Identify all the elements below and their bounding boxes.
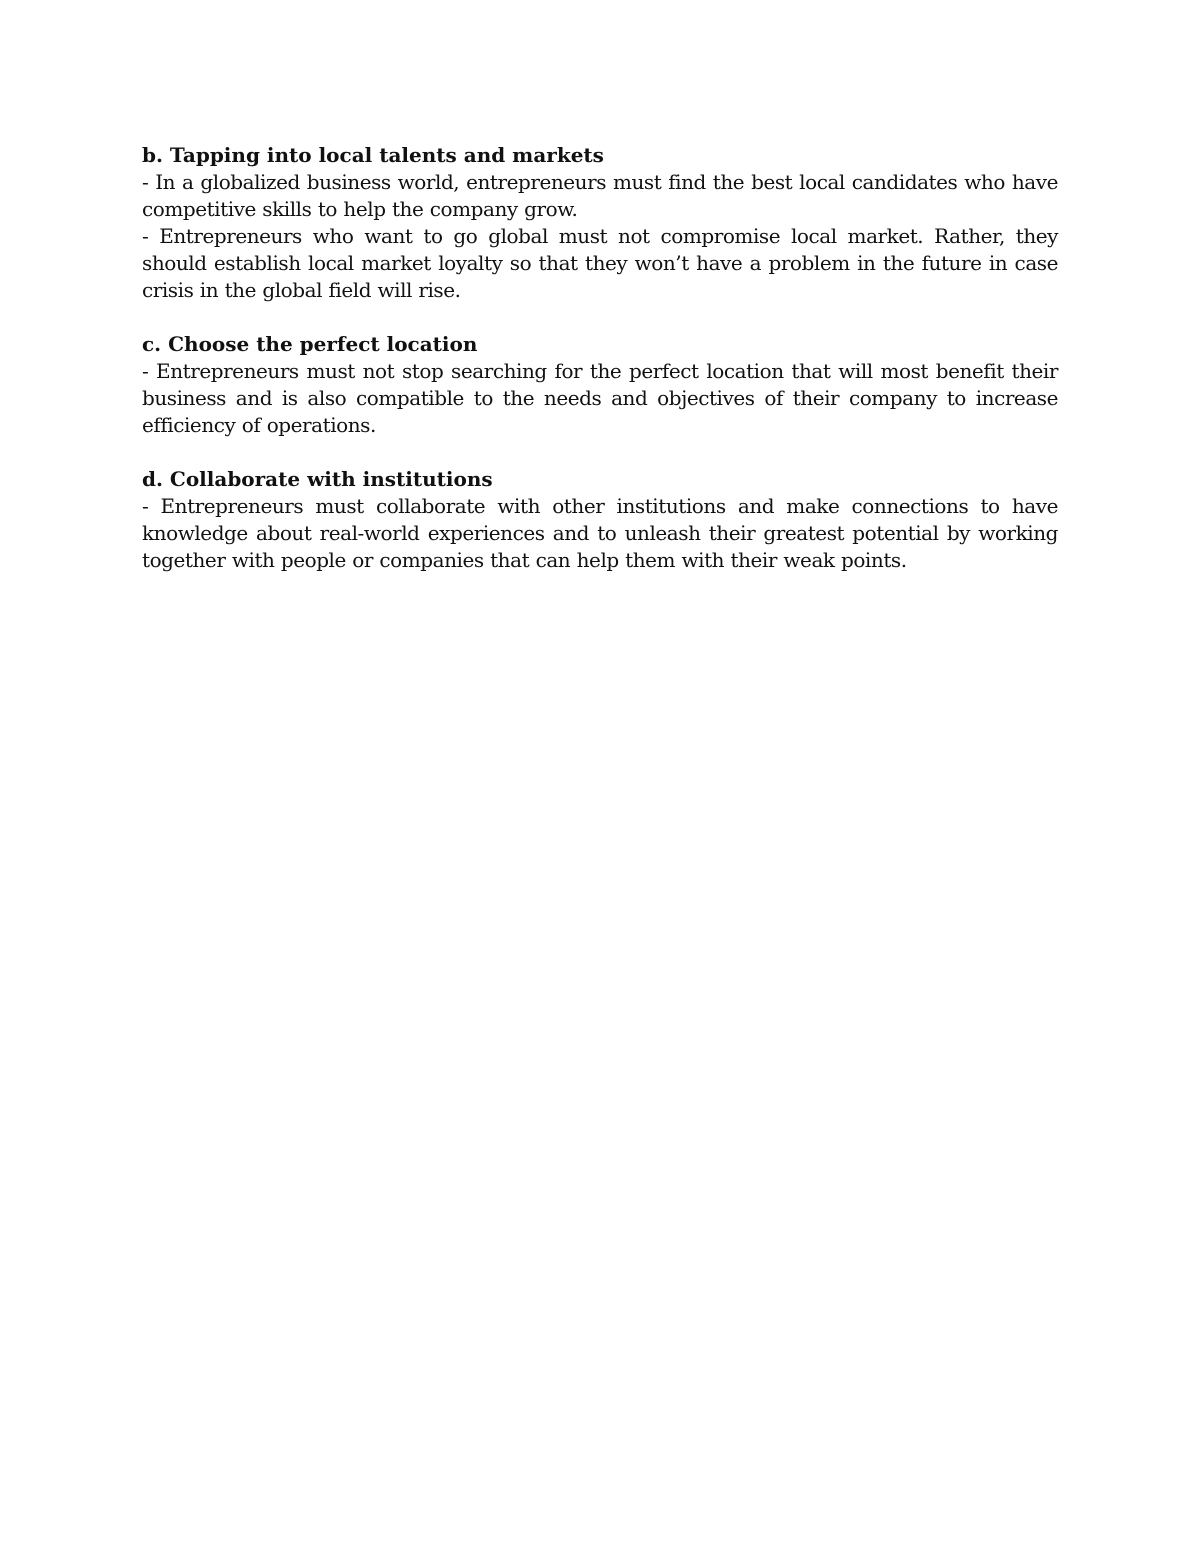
document-body xyxy=(142,142,1058,601)
section-heading: b. Tapping into local talents and markets xyxy=(142,143,604,167)
section-paragraph: - Entrepreneurs who want to go global must not compromise local market. Rather, they should establish local market loyalty so that they won’t have a problem in the future in case crisis in the global field will rise. xyxy=(142,224,1058,302)
section-heading: d. Collaborate with institutions xyxy=(142,467,493,491)
section-paragraph: - Entrepreneurs must collaborate with other institutions and make connections to have knowledge about real-world experiences and to unleash their greatest potential by working together with people or companies that can help them with their weak points. xyxy=(142,494,1058,572)
section-paragraph: - In a globalized business world, entrepreneurs must find the best local candidates who have competitive skills to help the company grow. xyxy=(142,170,1058,221)
section-collaborate-institutions xyxy=(142,466,1058,574)
section-heading: c. Choose the perfect location xyxy=(142,332,478,356)
section-tapping-local-talents xyxy=(142,142,1058,304)
section-paragraph: - Entrepreneurs must not stop searching for the perfect location that will most benefit their business and is also compatible to the needs and objectives of their company to increase efficiency of operations. xyxy=(142,359,1058,437)
section-perfect-location xyxy=(142,331,1058,439)
